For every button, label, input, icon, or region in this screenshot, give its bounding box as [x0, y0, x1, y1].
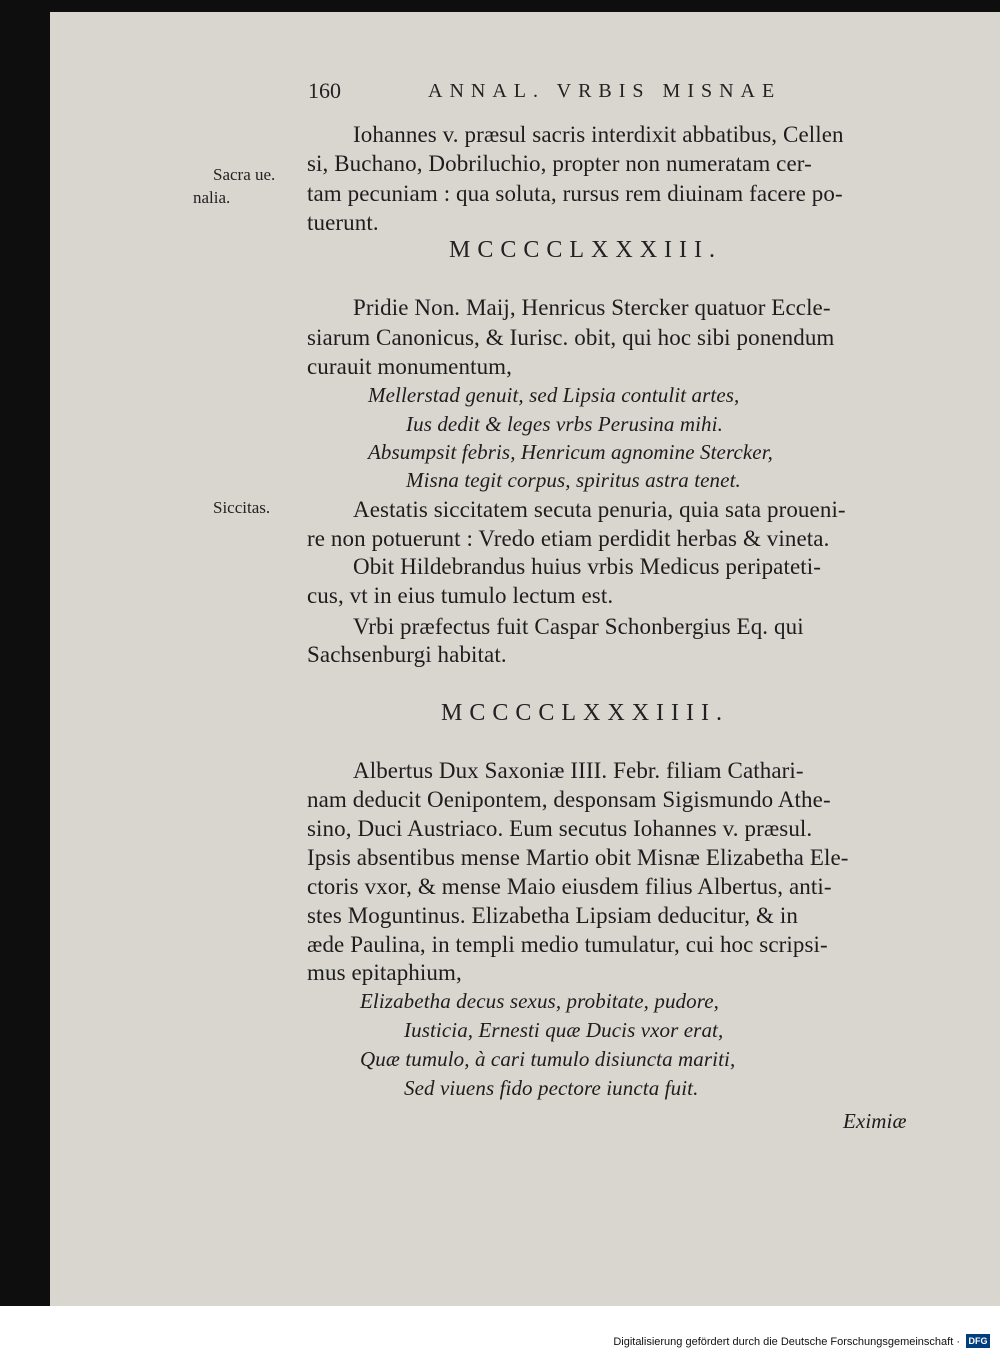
p4-line: stes Moguntinus. Elizabetha Lipsiam deducitur, & in: [307, 903, 798, 928]
year-heading-1483: MCCCCLXXXIII.: [449, 237, 723, 263]
verse2-line: Quæ tumulo, à cari tumulo disiuncta mariti,: [360, 1047, 736, 1071]
p3-line: Obit Hildebrandus huius vrbis Medicus peripateti-: [353, 554, 822, 579]
p3-line: Sachsenburgi habitat.: [307, 642, 507, 667]
p2-line: curauit monumentum,: [307, 354, 513, 379]
p2-line: siarum Canonicus, & Iurisc. obit, qui hoc sibi ponendum: [307, 325, 835, 350]
p3-line: Vrbi præfectus fuit Caspar Schonbergius Eq. qui: [353, 614, 804, 639]
p2-line: Pridie Non. Maij, Henricus Stercker quatuor Eccle-: [353, 295, 831, 320]
verse1-line: Ius dedit & leges vrbs Perusina mihi.: [406, 412, 723, 436]
year-heading-1484: MCCCCLXXXIIII.: [441, 700, 729, 726]
verse1-line: Mellerstad genuit, sed Lipsia contulit artes,: [368, 383, 740, 407]
catchword: Eximiæ: [843, 1109, 907, 1133]
p3-line: re non potuerunt : Vredo etiam perdidit herbas & vineta.: [307, 526, 830, 551]
verse1-line: Absumpsit febris, Henricum agnomine Stercker,: [368, 440, 773, 464]
p4-line: ctoris vxor, & mense Maio eiusdem filius Albertus, anti-: [307, 874, 832, 899]
p1-line: tam pecuniam : qua soluta, rursus rem diuinam facere po-: [307, 181, 843, 206]
p1-line: Iohannes v. præsul sacris interdixit abbatibus, Cellen: [353, 122, 844, 147]
dfg-logo: DFG: [966, 1334, 990, 1348]
verse1-line: Misna tegit corpus, spiritus astra tenet.: [406, 468, 741, 492]
sidenote-siccitas: Siccitas.: [213, 498, 271, 517]
p4-line: æde Paulina, in templi medio tumulatur, cui hoc scripsi-: [307, 932, 828, 957]
p4-line: Albertus Dux Saxoniæ IIII. Febr. filiam Cathari-: [353, 758, 804, 783]
p3-line: cus, vt in eius tumulo lectum est.: [307, 583, 614, 608]
verse2-line: Sed viuens fido pectore iuncta fuit.: [404, 1076, 699, 1100]
page-number: 160: [308, 78, 341, 103]
p1-line: si, Buchano, Dobriluchio, propter non numeratam cer-: [307, 151, 812, 176]
sidenote-sacra-line2: nalia.: [193, 188, 231, 207]
funding-notice: Digitalisierung gefördert durch die Deutsche Forschungsgemeinschaft ·: [613, 1336, 960, 1348]
p4-line: mus epitaphium,: [307, 960, 462, 985]
verse2-line: Elizabetha decus sexus, probitate, pudore,: [360, 989, 720, 1013]
sidenote-sacra-line1: Sacra ue.: [213, 165, 276, 184]
p4-line: sino, Duci Austriaco. Eum secutus Iohannes v. præsul.: [307, 816, 813, 841]
p1-line: tuerunt.: [307, 210, 379, 235]
p4-line: Ipsis absentibus mense Martio obit Misnæ Elizabetha Ele-: [307, 845, 849, 870]
p3-line: Aestatis siccitatem secuta penuria, quia sata proueni-: [353, 497, 846, 522]
verse2-line: Iusticia, Ernesti quæ Ducis vxor erat,: [404, 1018, 724, 1042]
p4-line: nam deducit Oenipontem, desponsam Sigismundo Athe-: [307, 787, 831, 812]
running-title: ANNAL. VRBIS MISNAE: [428, 80, 782, 102]
